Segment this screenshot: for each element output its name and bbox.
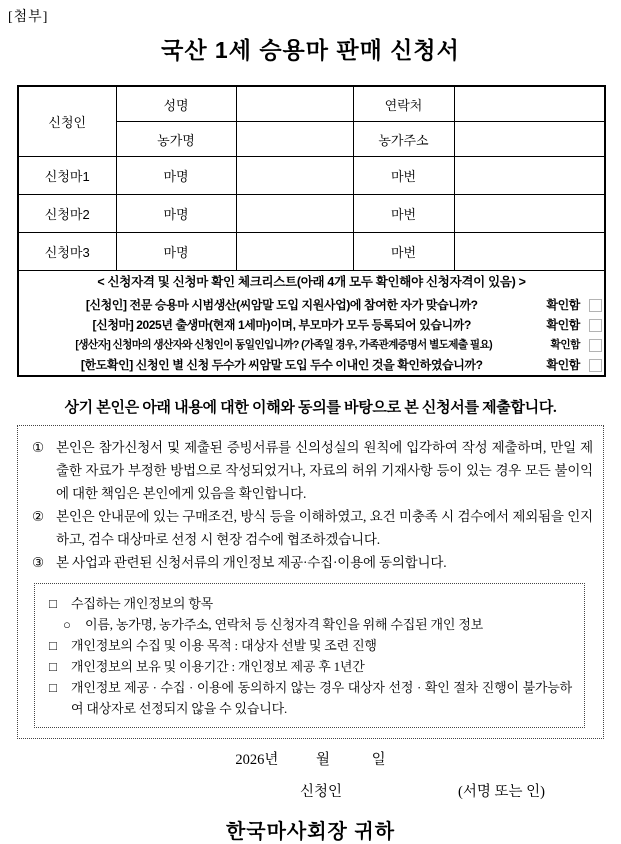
checklist-section xyxy=(18,271,605,377)
agreement-item-number: ② xyxy=(32,509,44,524)
farm-name-input[interactable] xyxy=(236,122,353,157)
signature-note: (서명 또는 인) xyxy=(458,784,545,800)
agreement-item-number: ① xyxy=(32,440,44,455)
privacy-line-collected-info xyxy=(49,614,572,635)
agreement-item-2 xyxy=(26,505,593,551)
name-field-label: 성명 xyxy=(116,86,236,122)
circle-bullet-icon: ○ xyxy=(63,617,71,632)
horse3-name-label: 마명 xyxy=(116,233,236,271)
horse3-row-label: 신청마3 xyxy=(18,233,116,271)
privacy-line-items xyxy=(49,593,572,614)
applicant-contact-input[interactable] xyxy=(454,86,605,122)
checklist-item-text: [신청인] 전문 승용마 시범생산(씨암말 도입 지원사업)에 참여한 자가 맞습니까? xyxy=(85,298,478,312)
confirm-label: 확인함 xyxy=(546,358,580,372)
checklist-header: < 신청자격 및 신청마 확인 체크리스트(아래 4개 모두 확인해야 신청자격이 있음) > xyxy=(97,275,526,289)
square-bullet-icon: □ xyxy=(49,596,57,611)
agreement-item-1 xyxy=(26,436,593,505)
horse2-name-label: 마명 xyxy=(116,195,236,233)
privacy-line-refusal xyxy=(49,677,572,719)
checklist-checkbox[interactable] xyxy=(589,339,602,352)
contact-field-label: 연락처 xyxy=(353,86,454,122)
horse3-number-input[interactable] xyxy=(454,233,605,271)
applicant-name-input[interactable] xyxy=(236,86,353,122)
applicant-signature-label: 신청인 xyxy=(300,784,343,800)
horse3-number-label: 마번 xyxy=(353,233,454,271)
horse3-name-input[interactable] xyxy=(236,233,353,271)
horse2-row-label: 신청마2 xyxy=(18,195,116,233)
square-bullet-icon: □ xyxy=(49,638,57,653)
table-row-horse3 xyxy=(18,233,605,271)
square-bullet-icon: □ xyxy=(49,659,57,674)
farm-address-input[interactable] xyxy=(454,122,605,157)
agreement-item-text: 본 사업과 관련된 신청서류의 개인정보 제공·수집·이용에 동의합니다. xyxy=(56,555,447,570)
checklist-item-text: [신청마] 2025년 출생마(현재 1세마)이며, 부모마가 모두 등록되어 있습니까? xyxy=(92,318,471,332)
confirm-label: 확인함 xyxy=(546,318,580,332)
privacy-line-retention xyxy=(49,656,572,677)
submission-statement: 상기 본인은 아래 내용에 대한 이해와 동의를 바탕으로 본 신청서를 제출합니다. xyxy=(64,400,557,416)
privacy-notice-box xyxy=(34,583,585,728)
table-row xyxy=(18,86,605,122)
agreement-section xyxy=(17,425,604,739)
agreement-item-text: 본인은 참가신청서 및 제출된 증빙서류를 신의성실의 원칙에 입각하여 작성 제출하며, 만일 제출한 자료가 부정한 방법으로 작성되었거나, 자료의 허위 기재사항 등이 있는 경우 모든 불이익에 대한 책임은 본인에게 있음을 확인합니다. xyxy=(56,440,593,501)
page-title: 국산 1세 승용마 판매 신청서 xyxy=(161,37,460,63)
signature-line xyxy=(0,780,621,800)
confirm-label: 확인함 xyxy=(546,298,580,312)
checklist-item-limit xyxy=(21,355,602,375)
privacy-line-text: 수집하는 개인정보의 항목 xyxy=(71,596,214,611)
privacy-line-text: 개인정보의 보유 및 이용기간 : 개인정보 제공 후 1년간 xyxy=(71,659,365,674)
date-line xyxy=(0,748,621,769)
applicant-row-label: 신청인 xyxy=(18,86,116,157)
checklist-row xyxy=(18,271,605,377)
agreement-item-number: ③ xyxy=(32,555,44,570)
privacy-line-text: 개인정보의 수집 및 이용 목적 : 대상자 선발 및 조련 진행 xyxy=(71,638,377,653)
horse1-name-input[interactable] xyxy=(236,157,353,195)
checklist-item-text: [생산자] 신청마의 생산자와 신청인이 동일인입니까? (가족일 경우, 가족관계증명서 별도제출 필요) xyxy=(75,339,493,351)
horse1-name-label: 마명 xyxy=(116,157,236,195)
agreement-item-text: 본인은 안내문에 있는 구매조건, 방식 등을 이해하였고, 요건 미충족 시 검수에서 제외됨을 인지하고, 검수 대상마로 선정 시 현장 검수에 협조하겠습니다. xyxy=(56,509,593,547)
farm-name-field-label: 농가명 xyxy=(116,122,236,157)
agreement-item-3 xyxy=(26,551,593,574)
attachment-label: [첨부] xyxy=(8,10,49,25)
privacy-line-text: 이름, 농가명, 농가주소, 연락처 등 신청자격 확인을 위해 수집된 개인 정보 xyxy=(85,617,484,632)
date-year: 2026년 xyxy=(235,752,279,768)
horse1-row-label: 신청마1 xyxy=(18,157,116,195)
checklist-checkbox[interactable] xyxy=(589,299,602,312)
checklist-item-producer xyxy=(21,335,602,355)
confirm-label: 확인함 xyxy=(550,339,580,351)
horse1-number-input[interactable] xyxy=(454,157,605,195)
privacy-line-purpose xyxy=(49,635,572,656)
date-day: 일 xyxy=(371,752,386,768)
farm-address-field-label: 농가주소 xyxy=(353,122,454,157)
application-table xyxy=(17,85,606,377)
privacy-line-text: 개인정보 제공 · 수집 · 이용에 동의하지 않는 경우 대상자 선정 · 확인 절차 진행이 불가능하여 대상자로 선정되지 않을 수 있습니다. xyxy=(71,680,572,716)
table-row-horse2 xyxy=(18,195,605,233)
square-bullet-icon: □ xyxy=(49,680,57,695)
checklist-item-horse xyxy=(21,315,602,335)
table-row-horse1 xyxy=(18,157,605,195)
horse2-number-label: 마번 xyxy=(353,195,454,233)
checklist-item-applicant xyxy=(21,295,602,315)
checklist-item-text: [한도확인] 신청인 별 신청 두수가 씨암말 도입 두수 이내인 것을 확인하였습니까? xyxy=(80,358,483,372)
horse2-name-input[interactable] xyxy=(236,195,353,233)
checklist-checkbox[interactable] xyxy=(589,319,602,332)
date-month: 월 xyxy=(315,752,330,768)
horse1-number-label: 마번 xyxy=(353,157,454,195)
checklist-checkbox[interactable] xyxy=(589,359,602,372)
recipient-line: 한국마사회장 귀하 xyxy=(225,821,396,843)
horse2-number-input[interactable] xyxy=(454,195,605,233)
